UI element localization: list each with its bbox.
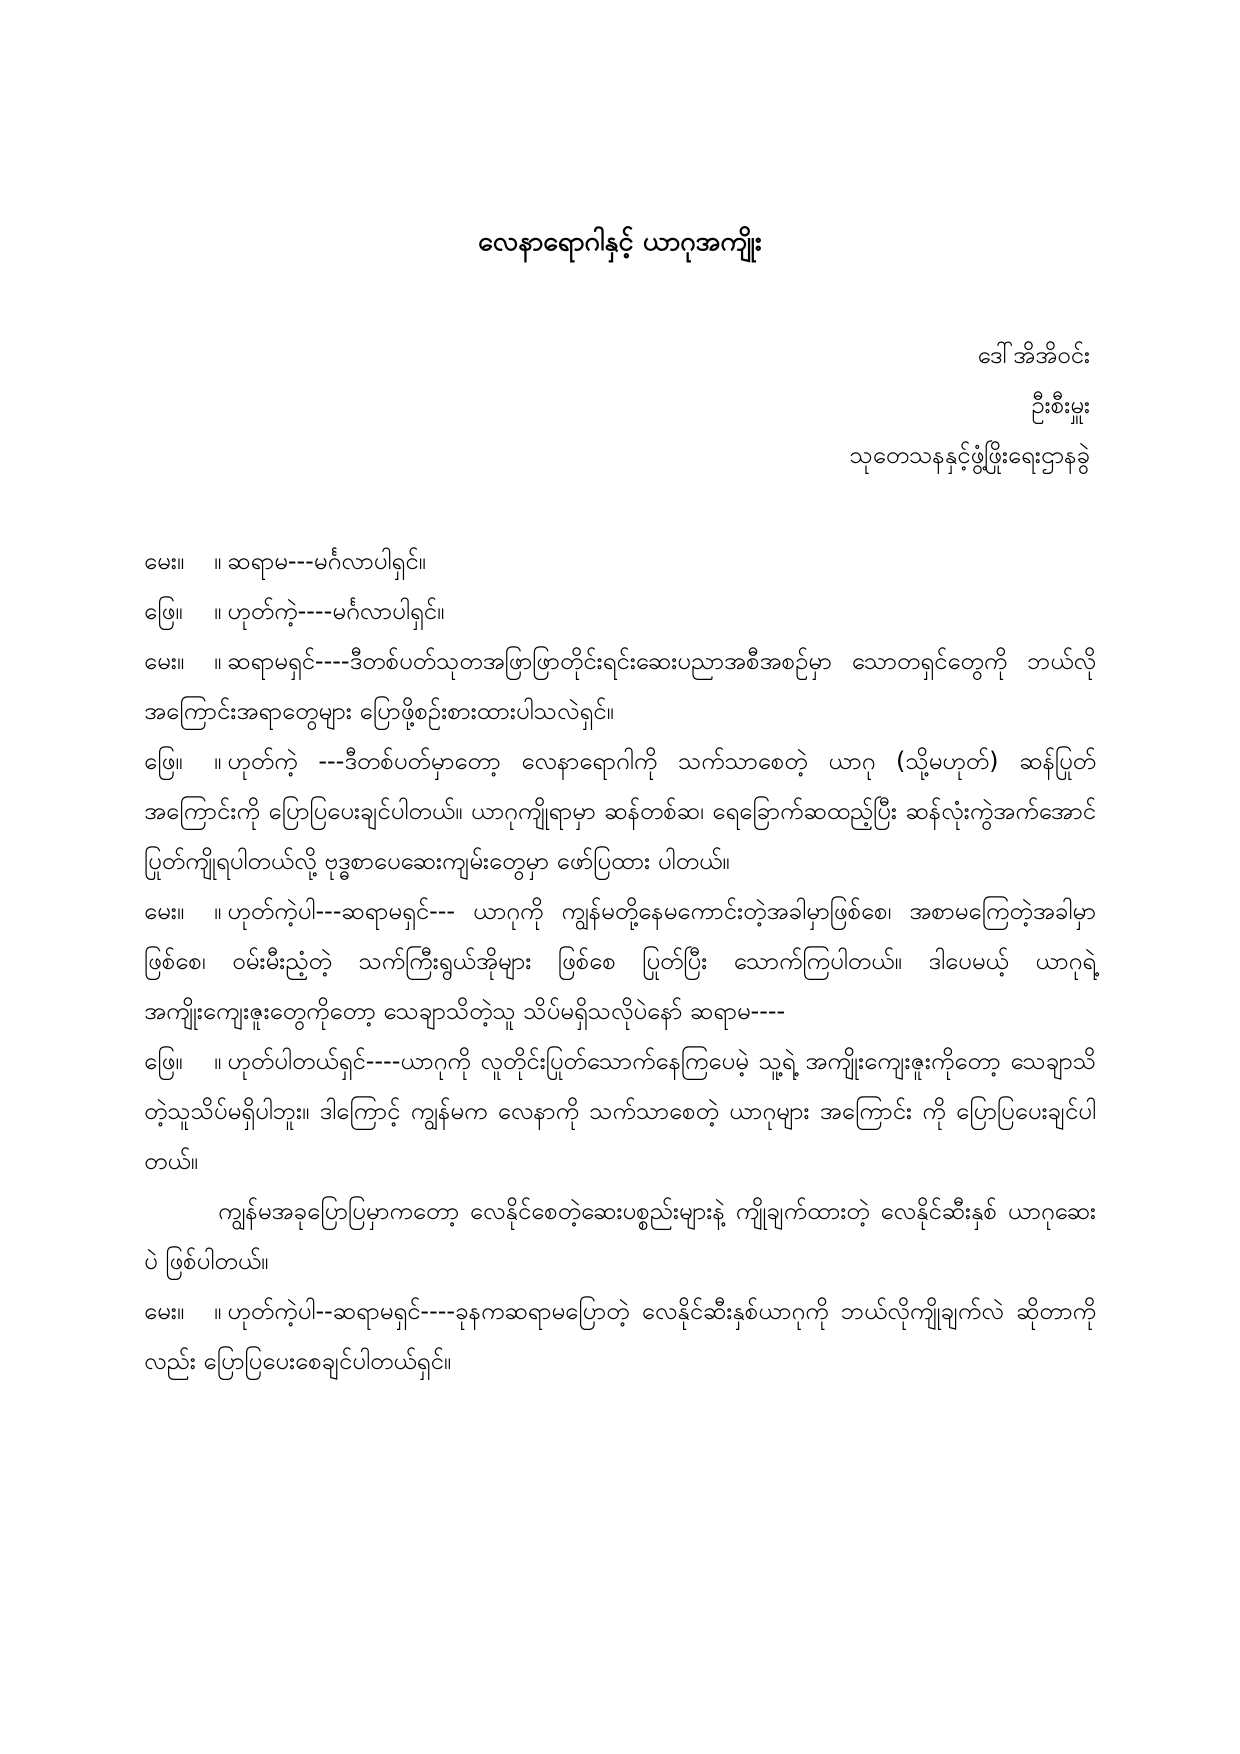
document-title: လေနာရောဂါနှင့် ယာဂုအကျိုး: [478, 226, 762, 257]
paragraph: [144, 886, 1096, 1036]
section-mark: ။: [214, 1297, 222, 1325]
speaker-label: မေး။: [144, 547, 185, 575]
paragraph-text: ဟုတ်ကဲ့----မင်္ဂလာပါရှင်။: [227, 597, 445, 625]
section-mark: ။: [214, 1047, 222, 1075]
paragraph-text: ကျွန်မအခုပြောပြမှာကတော့ လေနိုင်စေတဲ့ဆေးပစ္စည်းများနဲ့ ကျိုချက်ထားတဲ့ လေနိုင်ဆီးနှစ် ယာဂုဆေးပဲ ဖြစ်ပါတယ်။: [144, 1197, 1096, 1275]
author-department: သုတေသနနှင့်ဖွံ့ဖြိုးရေးဌာနခွဲ: [849, 441, 1090, 469]
paragraph: [144, 736, 1096, 886]
speaker-label: ဖြေ။: [144, 747, 183, 775]
paragraph-text: ဆရာမရှင်----ဒီတစ်ပတ်သုတအဖြာဖြာတိုင်းရင်းဆေးပညာအစီအစဉ်မှာ သောတရှင်တွေကို ဘယ်လိုအကြောင်းအရာတွေများ ပြောဖို့စဉ်းစားထားပါသလဲရှင်။: [144, 647, 1096, 725]
paragraph: [144, 536, 1096, 586]
paragraph-text: ဟုတ်ကဲ့ပါ---ဆရာမရှင်--- ယာဂုကို ကျွန်မတို့နေမကောင်းတဲ့အခါမှာဖြစ်စေ၊ အစာမကြေတဲ့အခါမှာ ဖြစ်စေ၊ ဝမ်းမီးညံ့တဲ့ သက်ကြီးရွယ်အိုများ ဖြစ်စေ ပြုတ်ပြီး သောက်ကြပါတယ်။ ဒါပေမယ့် ယာဂုရဲ့ အကျိုးကျေးဇူးတွေကိုတော့ သေချာသိတဲ့သူ သိပ်မရှိသလိုပဲနော် ဆရာမ----: [144, 897, 1096, 1025]
paragraph: [144, 586, 1096, 636]
speaker-label: မေး။: [144, 647, 185, 675]
section-mark: ။: [214, 547, 222, 575]
paragraph-text: ဟုတ်ပါတယ်ရှင်----ယာဂုကို လူတိုင်းပြုတ်သောက်နေကြပေမဲ့ သူ့ရဲ့ အကျိုးကျေးဇူးကိုတော့ သေချာသိတဲ့သူသိပ်မရှိပါဘူး။ ဒါကြောင့် ကျွန်မက လေနာကို သက်သာစေတဲ့ ယာဂုများ အကြောင်း ကို ပြောပြပေးချင်ပါတယ်။: [144, 1047, 1096, 1175]
document-body: [144, 536, 1096, 1386]
section-mark: ။: [214, 597, 222, 625]
author-name: ဒေါ်အိအိဝင်း: [977, 341, 1090, 369]
paragraph: [144, 1036, 1096, 1186]
paragraph-text: ဟုတ်ကဲ့ပါ--ဆရာမရှင်----ခုနကဆရာမပြောတဲ့ လေနိုင်ဆီးနှစ်ယာဂုကို ဘယ်လိုကျိုချက်လဲ ဆိုတာကိုလည်း ပြောပြပေးစေချင်ပါတယ်ရှင်။: [144, 1297, 1096, 1375]
paragraph: [144, 636, 1096, 736]
paragraph-text: ဟုတ်ကဲ့ ---ဒီတစ်ပတ်မှာတော့ လေနာရောဂါကို သက်သာစေတဲ့ ယာဂု (သို့မဟုတ်) ဆန်ပြုတ်အကြောင်းကို ပြောပြပေးချင်ပါတယ်။ ယာဂုကျိုရာမှာ ဆန်တစ်ဆ၊ ရေခြောက်ဆထည့်ပြီး ဆန်လုံးကွဲအက်အောင် ပြုတ်ကျိုရပါတယ်လို့ ဗုဒ္ဓစာပေဆေးကျမ်းတွေမှာ ဖော်ပြထား ပါတယ်။: [144, 747, 1096, 875]
section-mark: ။: [214, 897, 222, 925]
speaker-label: ဖြေ။: [144, 1047, 183, 1075]
author-block: [850, 330, 1091, 480]
paragraph-text: ဆရာမ---မင်္ဂလာပါရှင်။: [227, 547, 426, 575]
speaker-label: ဖြေ။: [144, 597, 183, 625]
section-mark: ။: [214, 647, 222, 675]
paragraph: [144, 1286, 1096, 1386]
speaker-label: မေး။: [144, 1297, 185, 1325]
paragraph: [144, 1186, 1096, 1286]
speaker-label: မေး။: [144, 897, 185, 925]
author-position: ဦးစီးမှူး: [1031, 391, 1090, 419]
section-mark: ။: [214, 747, 222, 775]
